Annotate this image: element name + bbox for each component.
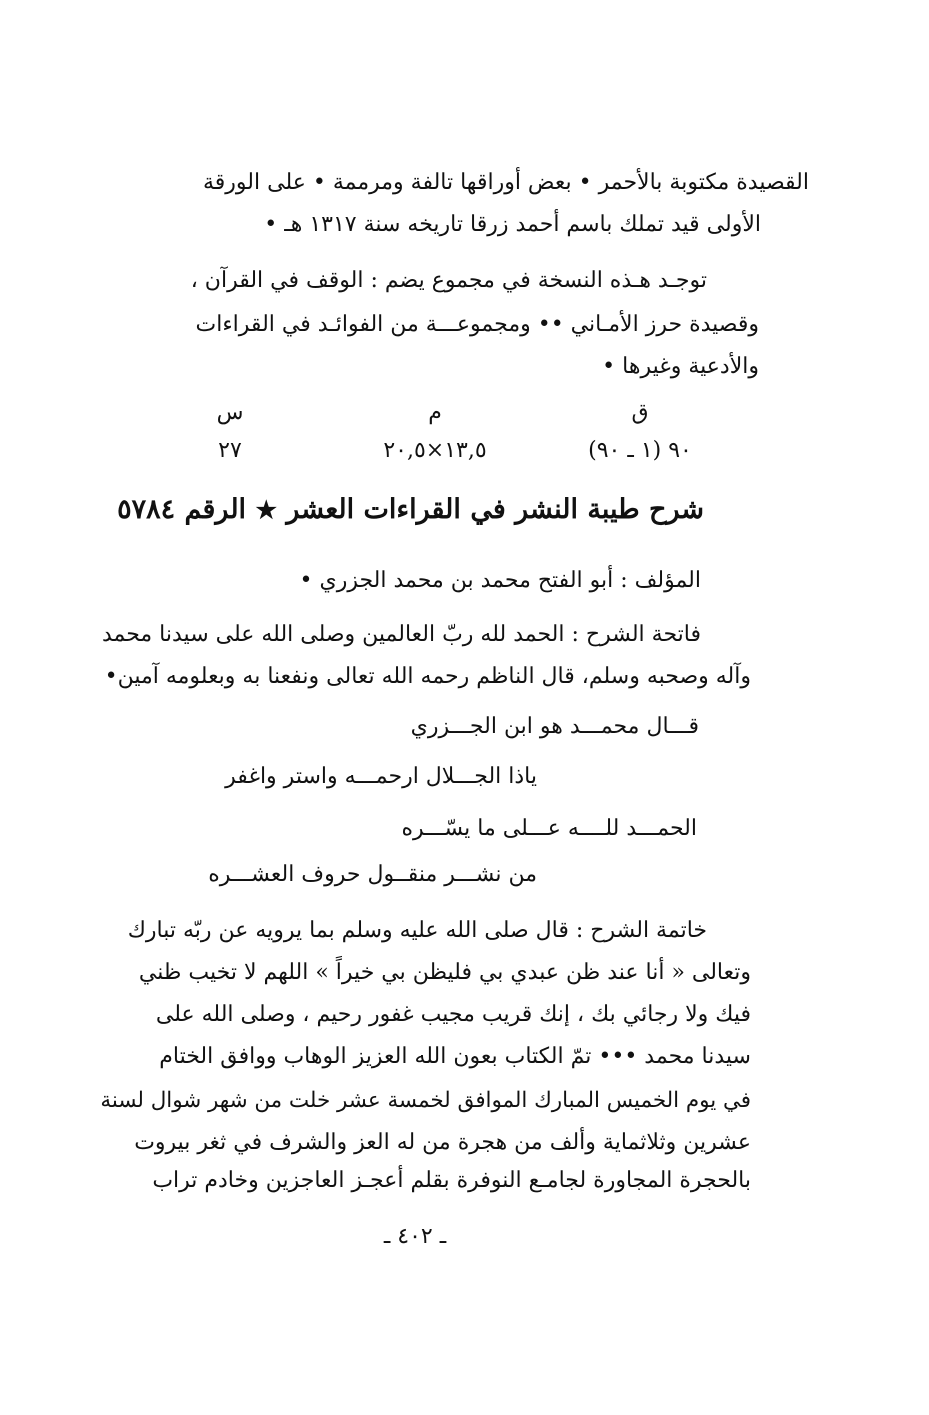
description-line-1: القصيدة مكتوبة بالأحمر • بعض أوراقها تالفة ومرممة • على الورقة: [203, 170, 809, 195]
closing-line-2: وتعالى « أنا عند ظن عبدي بي فليظن بي خيراً » اللهم لا تخيب ظني: [138, 960, 751, 985]
verse-4: من نشـــر منقــول حروف العشـــره: [208, 862, 537, 887]
heading-title: شرح طيبة النشر في القراءات العشر: [286, 494, 704, 525]
description-line-5: والأدعية وغيرها •: [602, 354, 759, 379]
opening-line-2: وآله وصحبه وسلم، قال الناظم رحمه الله تعالى ونفعنا به وبعلومه آمين•: [104, 664, 751, 689]
verse-1: قـــال محمـــد هو ابن الجـــزري: [410, 714, 699, 739]
entry-heading: [117, 492, 704, 528]
closing-line-5: في يوم الخميس المبارك الموافق لخمسة عشر خلت من شهر شوال لسنة: [100, 1088, 751, 1113]
heading-number: الرقم ٥٧٨٤: [117, 494, 247, 525]
opening-line-1: فاتحة الشرح : الحمد لله ربّ العالمين وصلى الله على سيدنا محمد: [101, 622, 701, 647]
closing-line-6: عشرين وثلاثماية وألف من هجرة من له العز والشرف في ثغر بيروت: [134, 1130, 751, 1155]
closing-line-7: بالحجرة المجاورة لجامـع النوفرة بقلم أعجـز العاجزين وخادم تراب: [152, 1168, 751, 1193]
table-value-m: ١٣,٥×٢٠,٥: [383, 438, 487, 463]
verse-2: ياذا الجـــلال ارحمـــه واستر واغفر: [225, 764, 537, 789]
table-header-s: س: [216, 400, 244, 425]
table-value-q: ٩٠ (١ ـ ٩٠): [588, 438, 692, 463]
description-line-3: توجـد هـذه النسخة في مجموع يضم : الوقف في القرآن ،: [190, 268, 707, 293]
description-line-4: وقصيدة حرز الأمـاني •• ومجموعـــة من الفوائـد في القراءات: [195, 312, 759, 337]
page-number: ـ ٤٠٢ ـ: [383, 1224, 447, 1249]
table-header-m: م: [428, 400, 442, 425]
closing-line-3: فيك ولا رجائي بك ، إنك قريب مجيب غفور رحيم ، وصلى الله على: [155, 1002, 751, 1027]
table-header-q: ق: [631, 400, 649, 425]
author-line: المؤلف : أبو الفتح محمد بن محمد الجزري •: [299, 568, 701, 593]
description-line-2: الأولى قيد تملك باسم أحمد زرقا تاريخه سنة ١٣١٧ هـ •: [264, 212, 761, 237]
verse-3: الحمـــد للــــه عـــلى ما يسّـــره: [401, 816, 697, 841]
closing-line-4: سيدنا محمد ••• تمّ الكتاب بعون الله العزيز الوهاب ووافق الختام: [159, 1044, 751, 1069]
star-icon: ★: [255, 495, 277, 524]
table-value-s: ٢٧: [218, 438, 242, 463]
closing-line-1: خاتمة الشرح : قال صلى الله عليه وسلم بما يرويه عن ربّه تبارك: [127, 918, 707, 943]
